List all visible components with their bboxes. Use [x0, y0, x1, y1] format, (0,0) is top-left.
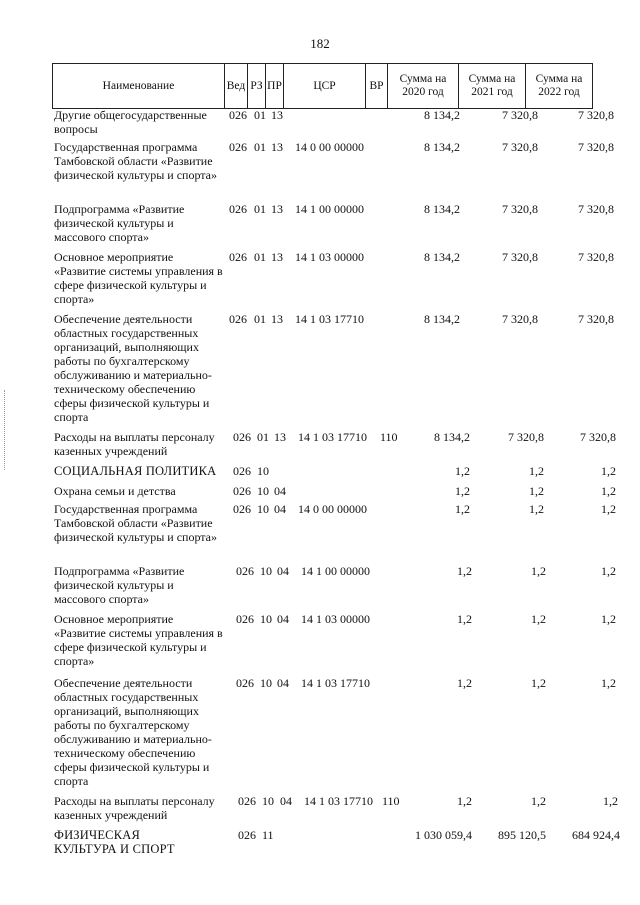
- row-sum-2020: 8 134,2: [424, 312, 460, 326]
- row-sum-2020: 1,2: [455, 464, 470, 478]
- row-csr: 14 1 00 00000: [301, 564, 370, 578]
- row-pr: 13: [271, 108, 283, 122]
- row-rz: 01: [254, 108, 266, 122]
- row-ved: 026: [229, 108, 247, 122]
- row-ved: 026: [229, 312, 247, 326]
- row-pr: 13: [271, 312, 283, 326]
- row-sum-2020: 1,2: [455, 484, 470, 498]
- row-sum-2021: 7 320,8: [502, 202, 538, 216]
- row-rz: 01: [254, 312, 266, 326]
- row-csr: 14 1 00 00000: [295, 202, 364, 216]
- table-row: [52, 676, 622, 794]
- row-csr: 14 1 03 17710: [295, 312, 364, 326]
- row-name: Расходы на выплаты персоналу казенных учреждений: [54, 430, 215, 458]
- row-ved: 026: [236, 612, 254, 626]
- row-sum-2021: 1,2: [529, 502, 544, 516]
- row-name: Основное мероприятие «Развитие системы управления в сфере физической культуры и спорта»: [54, 250, 223, 306]
- row-sum-2022: 1,2: [601, 502, 616, 516]
- row-name: Подпрограмма «Развитие физической культуры и массового спорта»: [54, 564, 185, 606]
- row-pr: 13: [274, 430, 286, 444]
- row-sum-2021: 7 320,8: [502, 250, 538, 264]
- row-sum-2020: 8 134,2: [424, 202, 460, 216]
- row-ved: 026: [233, 502, 251, 516]
- row-csr: 14 1 03 17710: [304, 794, 373, 808]
- row-sum-2021: 7 320,8: [502, 312, 538, 326]
- row-ved: 026: [229, 250, 247, 264]
- row-rz: 01: [254, 250, 266, 264]
- row-vr: 110: [382, 794, 400, 808]
- table-row: [52, 430, 622, 464]
- row-name: Другие общегосударственные вопросы: [54, 108, 207, 136]
- header-pr: ПР: [266, 64, 284, 109]
- header-sum-2022: Сумма на 2022 год: [526, 64, 593, 109]
- row-pr: 04: [277, 564, 289, 578]
- row-sum-2022: 684 924,4: [572, 828, 620, 842]
- row-ved: 026: [238, 828, 256, 842]
- row-sum-2021: 1,2: [529, 484, 544, 498]
- table-row: [52, 828, 622, 862]
- row-rz: 01: [254, 202, 266, 216]
- row-rz: 10: [257, 502, 269, 516]
- row-sum-2022: 7 320,8: [578, 140, 614, 154]
- row-sum-2022: 1,2: [603, 794, 618, 808]
- table-row: [52, 202, 622, 250]
- table-header: [52, 63, 593, 109]
- table-row: [52, 502, 622, 564]
- row-csr: 14 1 03 17710: [301, 676, 370, 690]
- row-name: Обеспечение деятельности областных государственных организаций, выполняющих работы по бухгалтерскому обслуживанию и материально-техническому обеспечению сферы физической культуры и спорта: [54, 312, 212, 424]
- row-sum-2022: 1,2: [601, 564, 616, 578]
- row-ved: 026: [233, 430, 251, 444]
- row-rz: 10: [260, 676, 272, 690]
- row-sum-2021: 1,2: [529, 464, 544, 478]
- row-sum-2021: 7 320,8: [502, 108, 538, 122]
- row-csr: 14 1 03 00000: [301, 612, 370, 626]
- row-sum-2020: 8 134,2: [424, 140, 460, 154]
- header-ved: Вед: [225, 64, 248, 109]
- row-name: Обеспечение деятельности областных государственных организаций, выполняющих работы по бухгалтерскому обслуживанию и материально-техническому обеспечению сферы физической культуры и спорта: [54, 676, 212, 788]
- row-ved: 026: [233, 464, 251, 478]
- row-pr: 04: [277, 676, 289, 690]
- row-sum-2022: 1,2: [601, 464, 616, 478]
- table-row: [52, 612, 622, 676]
- row-sum-2021: 895 120,5: [498, 828, 546, 842]
- row-name: Основное мероприятие «Развитие системы управления в сфере физической культуры и спорта»: [54, 612, 223, 668]
- row-sum-2022: 7 320,8: [578, 108, 614, 122]
- row-pr: 04: [274, 484, 286, 498]
- table-row: [52, 464, 622, 484]
- scan-margin-mark: [4, 390, 7, 470]
- row-ved: 026: [236, 564, 254, 578]
- row-sum-2020: 1,2: [457, 676, 472, 690]
- row-sum-2021: 7 320,8: [508, 430, 544, 444]
- row-sum-2020: 1,2: [457, 612, 472, 626]
- row-sum-2020: 8 134,2: [424, 250, 460, 264]
- table-row: [52, 108, 622, 140]
- row-pr: 13: [271, 250, 283, 264]
- header-vr: ВР: [366, 64, 388, 109]
- row-sum-2022: 1,2: [601, 484, 616, 498]
- row-rz: 10: [262, 794, 274, 808]
- row-rz: 01: [257, 430, 269, 444]
- table-row: [52, 140, 622, 202]
- row-ved: 026: [229, 140, 247, 154]
- row-sum-2020: 1 030 059,4: [415, 828, 472, 842]
- row-sum-2021: 7 320,8: [502, 140, 538, 154]
- table-row: [52, 794, 622, 828]
- row-pr: 13: [271, 140, 283, 154]
- row-pr: 04: [277, 612, 289, 626]
- header-rz: РЗ: [248, 64, 266, 109]
- row-pr: 04: [280, 794, 292, 808]
- table-body: [52, 108, 622, 862]
- row-vr: 110: [380, 430, 398, 444]
- table-row: [52, 564, 622, 612]
- header-sum-2020: Сумма на 2020 год: [388, 64, 459, 109]
- row-ved: 026: [233, 484, 251, 498]
- row-sum-2021: 1,2: [531, 564, 546, 578]
- header-csr: ЦСР: [284, 64, 366, 109]
- row-csr: 14 0 00 00000: [295, 140, 364, 154]
- table-row: [52, 250, 622, 312]
- row-sum-2022: 1,2: [601, 676, 616, 690]
- row-rz: 10: [257, 464, 269, 478]
- page-number: 182: [310, 36, 330, 51]
- row-sum-2021: 1,2: [531, 612, 546, 626]
- row-sum-2020: 1,2: [457, 564, 472, 578]
- row-rz: 01: [254, 140, 266, 154]
- row-ved: 026: [236, 676, 254, 690]
- table-row: [52, 484, 622, 502]
- row-name: Охрана семьи и детства: [54, 484, 176, 498]
- row-pr: 04: [274, 502, 286, 516]
- row-sum-2020: 8 134,2: [424, 108, 460, 122]
- row-sum-2022: 1,2: [601, 612, 616, 626]
- header-sum-2021: Сумма на 2021 год: [459, 64, 526, 109]
- row-name: Государственная программа Тамбовской области «Развитие физической культуры и спорта»: [54, 140, 218, 182]
- row-rz: 11: [262, 828, 274, 842]
- header-name: Наименование: [53, 64, 225, 109]
- row-csr: 14 0 00 00000: [298, 502, 367, 516]
- row-ved: 026: [238, 794, 256, 808]
- row-sum-2020: 1,2: [457, 794, 472, 808]
- row-sum-2020: 8 134,2: [434, 430, 470, 444]
- row-sum-2022: 7 320,8: [580, 430, 616, 444]
- row-csr: 14 1 03 00000: [295, 250, 364, 264]
- row-sum-2021: 1,2: [531, 676, 546, 690]
- row-name: СОЦИАЛЬНАЯ ПОЛИТИКА: [54, 464, 217, 478]
- row-name: Государственная программа Тамбовской области «Развитие физической культуры и спорта»: [54, 502, 218, 544]
- row-sum-2021: 1,2: [531, 794, 546, 808]
- row-name: ФИЗИЧЕСКАЯ КУЛЬТУРА И СПОРТ: [54, 828, 175, 856]
- row-rz: 10: [260, 612, 272, 626]
- row-sum-2022: 7 320,8: [578, 250, 614, 264]
- row-sum-2022: 7 320,8: [578, 202, 614, 216]
- row-sum-2020: 1,2: [455, 502, 470, 516]
- row-pr: 13: [271, 202, 283, 216]
- row-csr: 14 1 03 17710: [298, 430, 367, 444]
- row-sum-2022: 7 320,8: [578, 312, 614, 326]
- row-name: Расходы на выплаты персоналу казенных учреждений: [54, 794, 215, 822]
- row-rz: 10: [260, 564, 272, 578]
- table-row: [52, 312, 622, 430]
- row-ved: 026: [229, 202, 247, 216]
- row-rz: 10: [257, 484, 269, 498]
- row-name: Подпрограмма «Развитие физической культуры и массового спорта»: [54, 202, 185, 244]
